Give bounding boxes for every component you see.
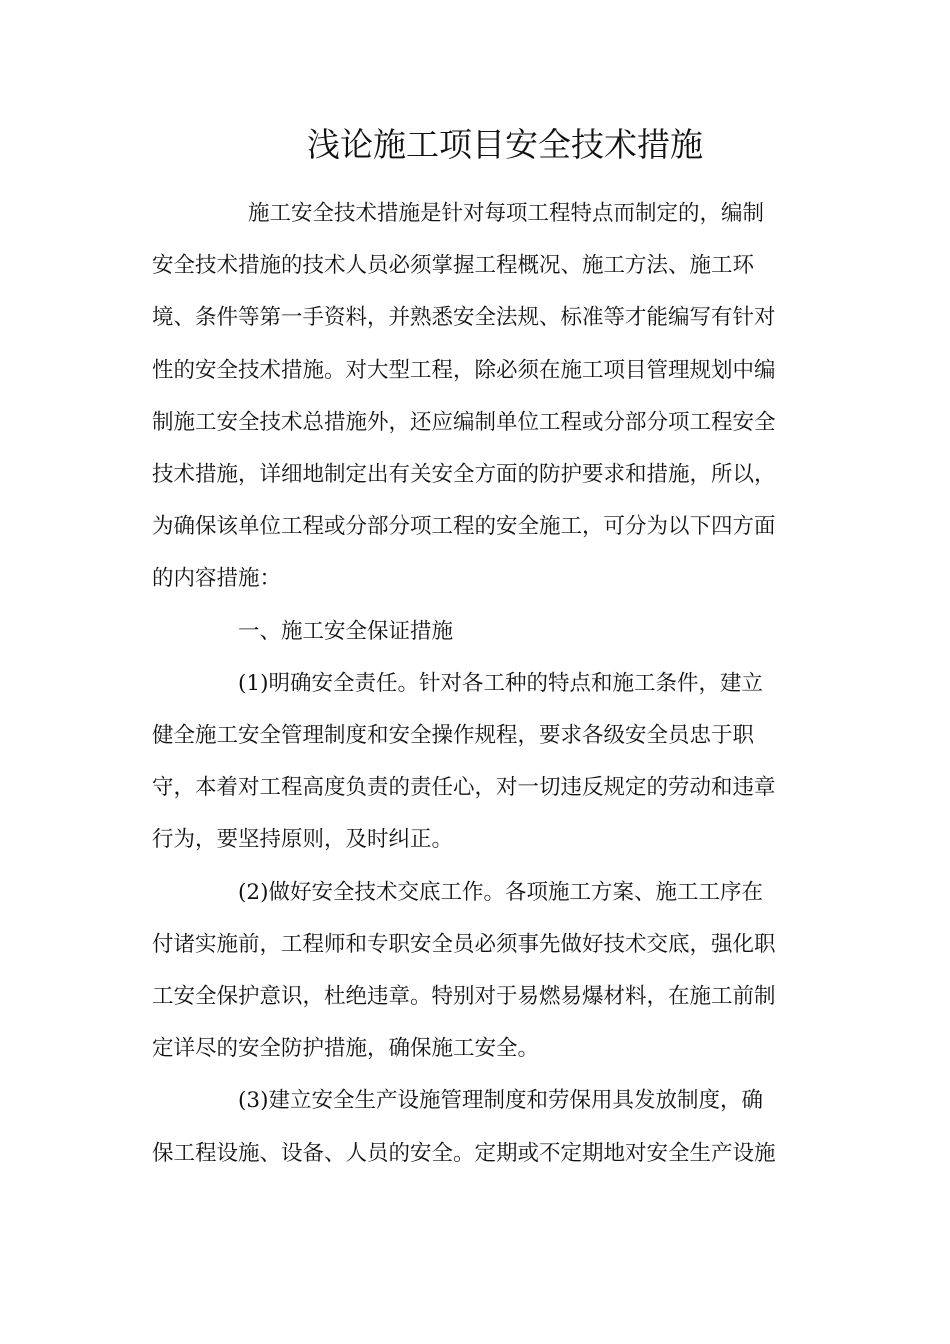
text-line: 定详尽的安全防护措施，确保施工安全。 [152, 1036, 540, 1062]
text-line: 工安全保护意识，杜绝违章。特别对于易燃易爆材料，在施工前制 [152, 984, 776, 1010]
text-line: 性的安全技术措施。对大型工程，除必须在施工项目管理规划中编 [152, 357, 776, 383]
text-line: (2)做好安全技术交底工作。各项施工方案、施工工序在 [238, 879, 763, 905]
text-line: 健全施工安全管理制度和安全操作规程，要求各级安全员忠于职 [152, 723, 755, 749]
text-line: 一、施工安全保证措施 [238, 618, 454, 644]
paragraph-item-1 [152, 658, 802, 867]
text-line: 行为，要坚持原则，及时纠正。 [152, 827, 454, 853]
text-line: 境、条件等第一手资料，并熟悉安全法规、标准等才能编写有针对 [152, 305, 776, 331]
text-line: 为确保该单位工程或分部分项工程的安全施工，可分为以下四方面 [152, 514, 776, 540]
text-line: 保工程设施、设备、人员的安全。定期或不定期地对安全生产设施 [152, 1140, 776, 1166]
document-body [152, 188, 802, 1180]
document-title: 浅论施工项目安全技术措施 [307, 125, 703, 164]
text-line: 安全技术措施的技术人员必须掌握工程概况、施工方法、施工环 [152, 253, 755, 279]
paragraph-item-3 [152, 1075, 802, 1179]
text-line: 制施工安全技术总措施外，还应编制单位工程或分部分项工程安全 [152, 409, 776, 435]
paragraph-item-2 [152, 867, 802, 1076]
text-line: (1)明确安全责任。针对各工种的特点和施工条件，建立 [238, 670, 763, 696]
text-line: 付诸实施前，工程师和专职安全员必须事先做好技术交底，强化职 [152, 931, 776, 957]
text-line: 施工安全技术措施是针对每项工程特点而制定的，编制 [248, 201, 765, 226]
text-line: (3)建立安全生产设施管理制度和劳保用具发放制度，确 [238, 1088, 763, 1114]
text-line: 技术措施，详细地制定出有关安全方面的防护要求和措施，所以， [152, 462, 776, 488]
text-line: 守，本着对工程高度负责的责任心，对一切违反规定的劳动和违章 [152, 775, 776, 801]
section-heading [152, 606, 802, 658]
text-line: 的内容措施： [152, 566, 282, 592]
paragraph-intro [152, 188, 802, 606]
